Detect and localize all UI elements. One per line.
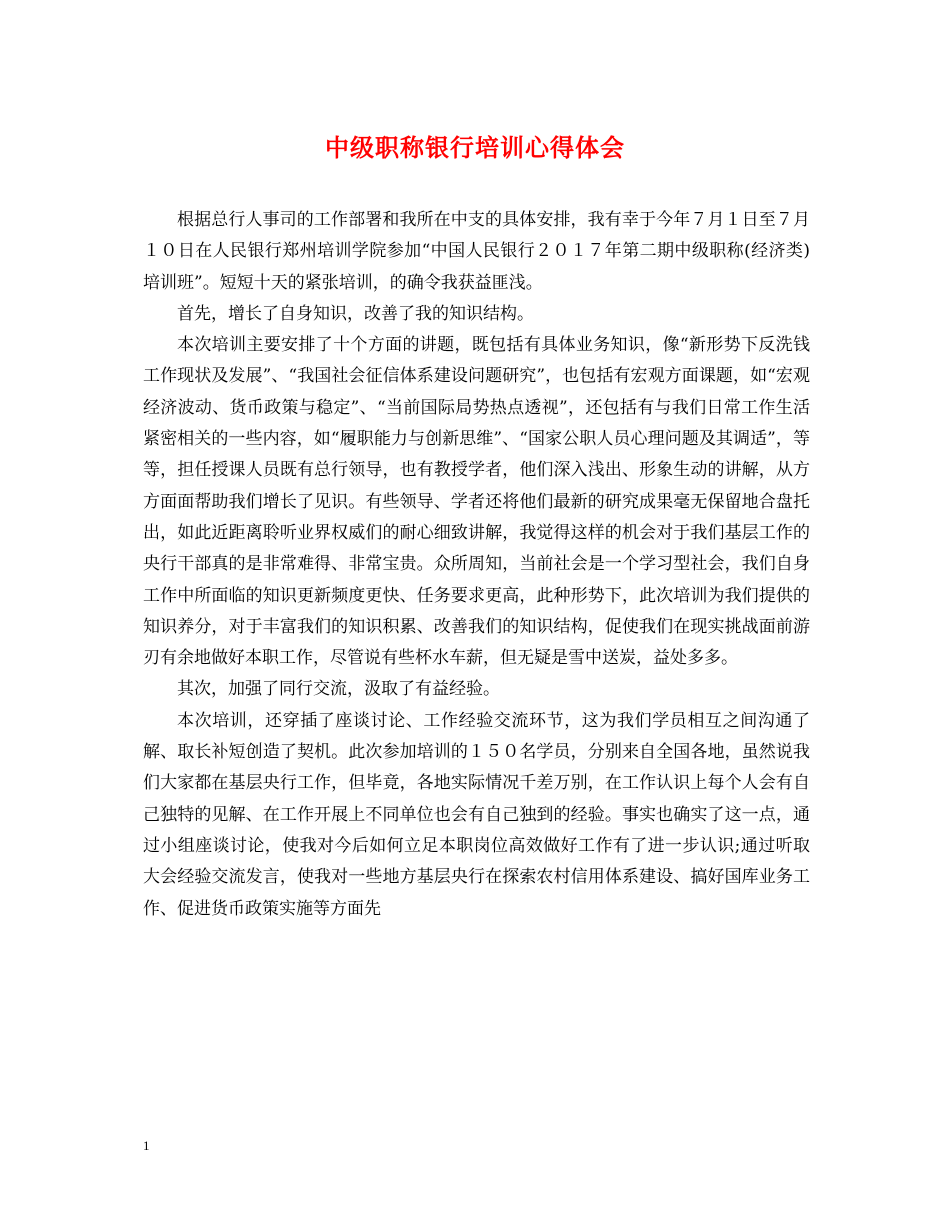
paragraph-exchange: 本次培训，还穿插了座谈讨论、工作经验交流环节，这为我们学员相互之间沟通了解、取长补短创造了契机。此次参加培训的１５０名学员，分别来自全国各地，虽然说我们大家都在基层央行工作，但毕竟，各地实际情况千差万别，在工作认识上每个人会有自己独特的见解、在工作开展上不同单位也会有自己独到的经验。事实也确实了这一点，通过小组座谈讨论，使我对今后如何立足本职岗位高效做好工作有了进一步认识;通过听取大会经验交流发言，使我对一些地方基层央行在探索农村信用体系建设、搞好国库业务工作、促进货币政策实施等方面先 [143,710,810,919]
document-body [143,205,810,925]
paragraph-intro: 根据总行人事司的工作部署和我所在中支的具体安排，我有幸于今年７月１日至７月１０日在人民银行郑州培训学院参加“中国人民银行２０１７年第二期中级职称(经济类)培训班”。短短十天的紧张培训，的确令我获益匪浅。 [143,210,810,293]
page-number: 1 [143,1138,150,1153]
document-title: 中级职称银行培训心得体会 [325,133,625,162]
paragraph-heading-second: 其次，加强了同行交流，汲取了有益经验。 [177,679,500,700]
paragraph-heading-first: 首先，增长了自身知识，改善了我的知识结构。 [177,303,534,324]
paragraph-training-content: 本次培训主要安排了十个方面的讲题，既包括有具体业务知识，像“新形势下反洗钱工作现状及发展”、“我国社会征信体系建设问题研究”，也包括有宏观方面课题，如“宏观经济波动、货币政策与稳定”、“当前国际局势热点透视”，还包括有与我们日常工作生活紧密相关的一些内容，如“履职能力与创新思维”、“国家公职人员心理问题及其调适”，等等，担任授课人员既有总行领导，也有教授学者，他们深入浅出、形象生动的讲解，从方方面面帮助我们增长了见识。有些领导、学者还将他们最新的研究成果毫无保留地合盘托出，如此近距离聆听业界权威们的耐心细致讲解，我觉得这样的机会对于我们基层工作的央行干部真的是非常难得、非常宝贵。众所周知，当前社会是一个学习型社会，我们自身工作中所面临的知识更新频度更快、任务要求更高，此种形势下，此次培训为我们提供的知识养分，对于丰富我们的知识积累、改善我们的知识结构，促使我们在现实挑战面前游刃有余地做好本职工作，尽管说有些杯水车薪，但无疑是雪中送炭，益处多多。 [143,335,810,669]
